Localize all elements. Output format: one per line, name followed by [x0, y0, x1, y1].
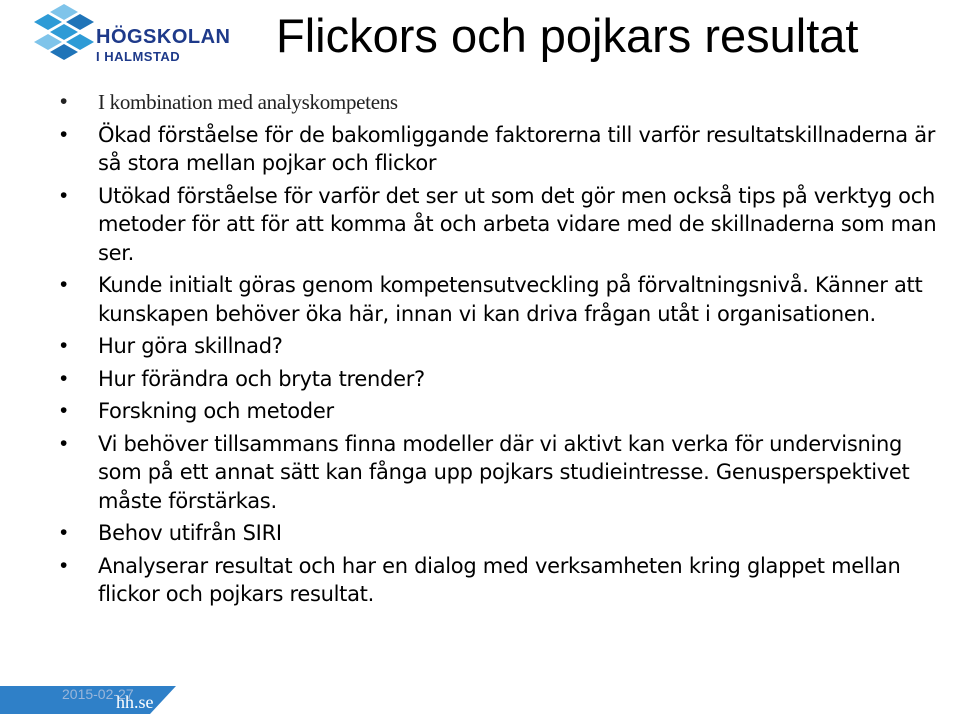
university-logo: [34, 4, 234, 70]
bullet-item: • Ökad förståelse för de bakomliggande faktorerna till varför resultatskillnaderna är så stora mellan pojkar och flickor: [60, 121, 940, 178]
logo-text-line1: HÖGSKOLAN: [96, 26, 231, 48]
bullet-item: • Hur förändra och bryta trender?: [60, 365, 940, 394]
bullet-item: • Utökad förståelse för varför det ser ut som det gör men också tips på verktyg och metoder för att för att komma åt och arbeta vidare med de skillnaderna som man ser.: [60, 182, 940, 268]
bullet-item: • Hur göra skillnad?: [60, 332, 940, 361]
bullet-item: • I kombination med analyskompetens: [60, 88, 940, 117]
bullet-list: [60, 88, 940, 613]
bullet-item: • Forskning och metoder: [60, 397, 940, 426]
logo-mark-icon: [34, 4, 94, 70]
bullet-item: • Kunde initialt göras genom kompetensutveckling på förvaltningsnivå. Känner att kunskapen behöver öka här, innan vi kan driva frågan utåt i organisationen.: [60, 271, 940, 328]
slide-title: Flickors och pojkars resultat: [276, 9, 859, 62]
footer-date: 2015-02-27: [62, 686, 134, 702]
footer-band: [0, 686, 180, 714]
bullet-item: • Analyserar resultat och har en dialog med verksamheten kring glappet mellan flickor och pojkars resultat.: [60, 552, 940, 609]
bullet-item: • Behov utifrån SIRI: [60, 519, 940, 548]
bullet-item: • Vi behöver tillsammans finna modeller där vi aktivt kan verka för undervisning som på ett annat sätt kan fånga upp pojkars studieintresse. Genusperspektivet måste förstärkas.: [60, 430, 940, 516]
footer-site-link[interactable]: hh.se: [116, 692, 154, 712]
logo-text-line2: I HALMSTAD: [96, 49, 181, 64]
